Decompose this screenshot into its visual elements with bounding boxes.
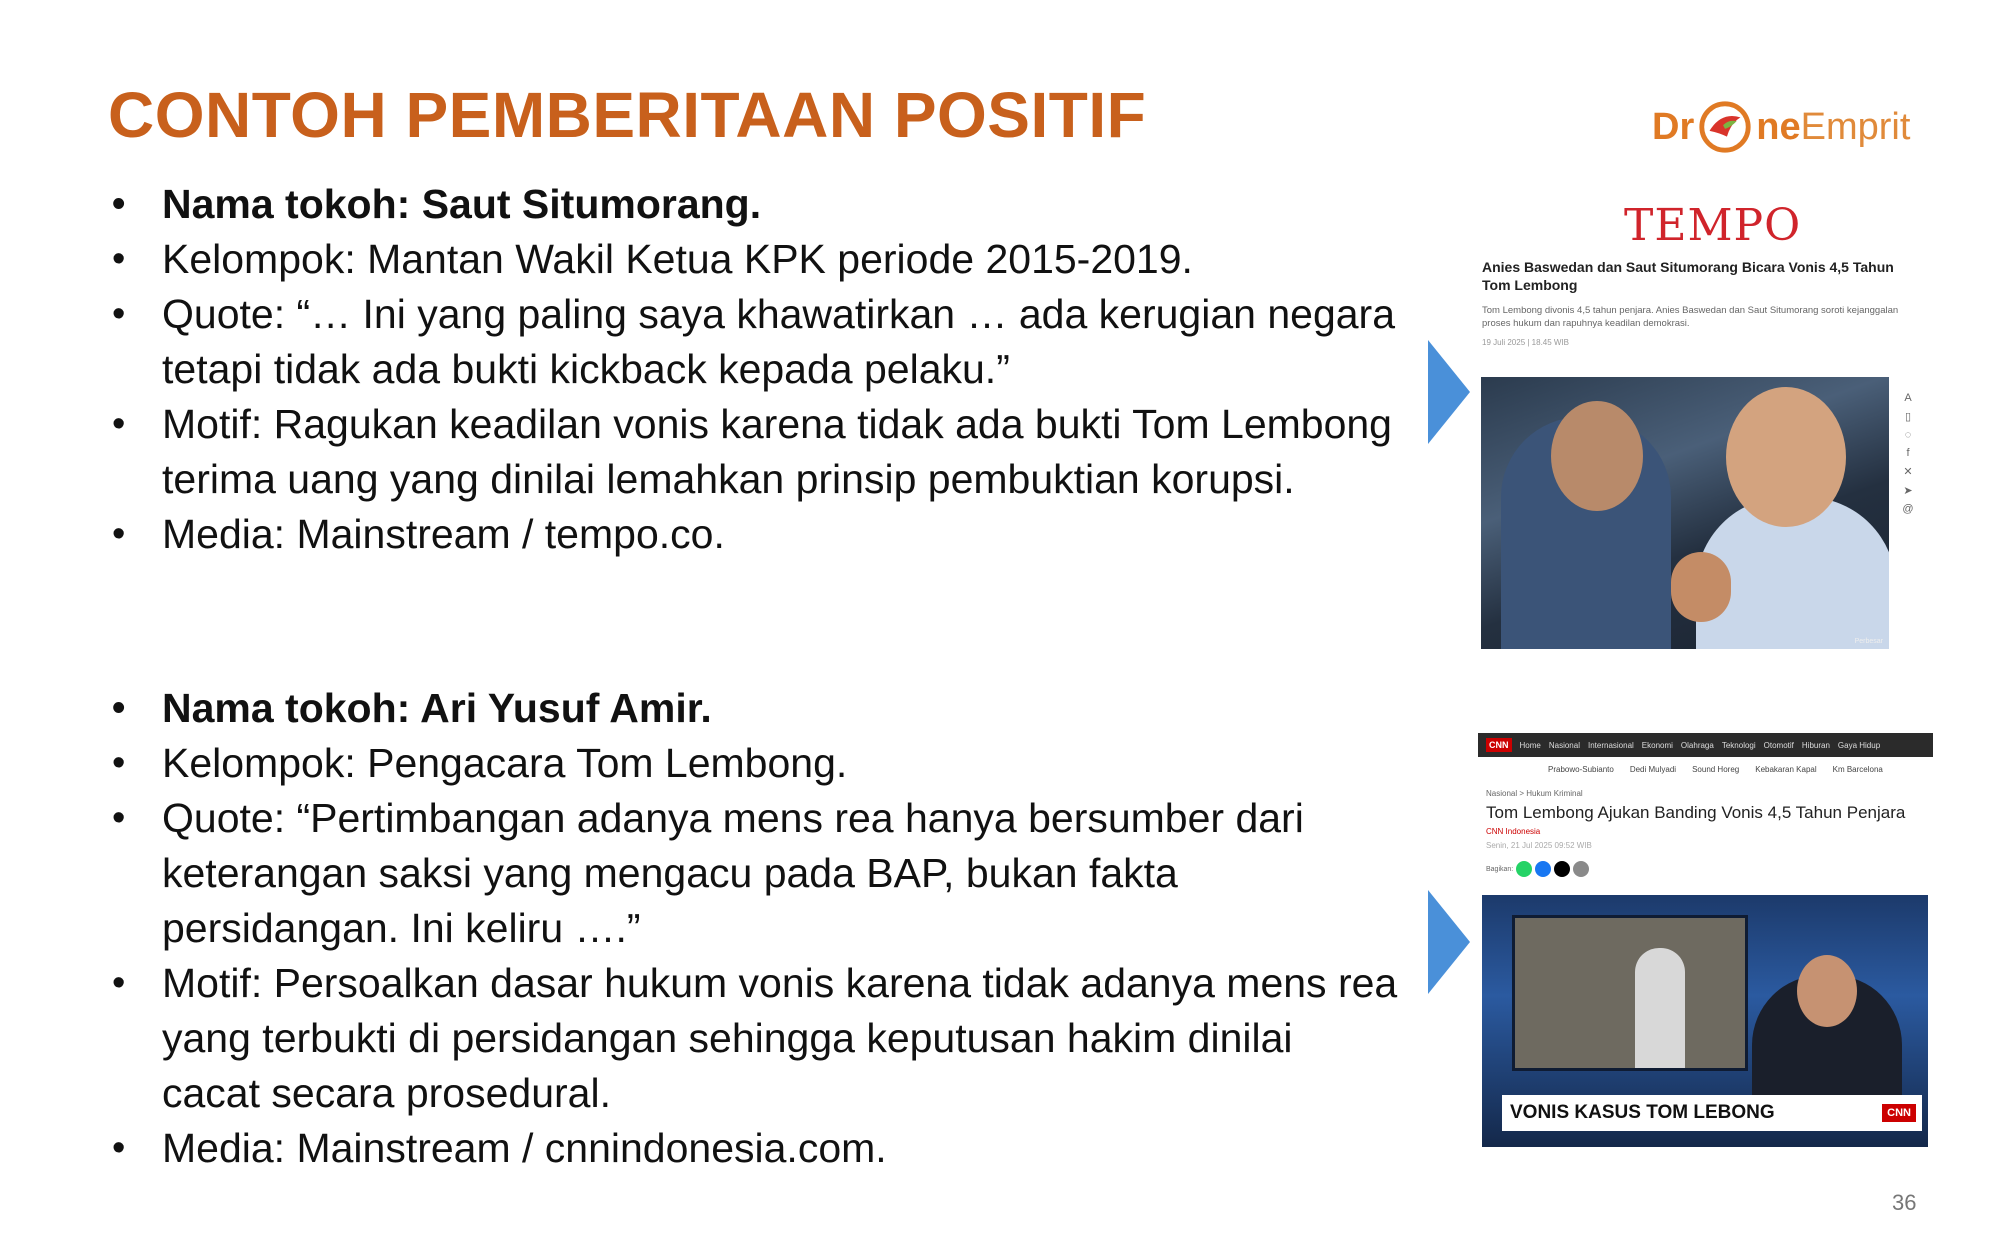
- logo-text-emprit: Emprit: [1800, 105, 1911, 148]
- page-title: CONTOH PEMBERITAAN POSITIF: [108, 79, 1147, 151]
- cnn-lower-logo: CNN: [1882, 1104, 1916, 1122]
- bullet-list-saut: [108, 177, 1398, 562]
- studio-screen: [1512, 915, 1748, 1071]
- nav-item: Ekonomi: [1641, 740, 1673, 750]
- share-sidebar: [1899, 392, 1917, 515]
- bullet-item: • Motif: Ragukan keadilan vonis karena tidak ada bukti Tom Lembong terima uang yang dinilai lemahkan prinsip pembuktian korupsi.: [108, 397, 1398, 507]
- whatsapp-icon: [1516, 861, 1532, 877]
- tempo-date: 19 Juli 2025 | 18.45 WIB: [1482, 338, 1570, 347]
- whatsapp-icon: ◌: [1904, 429, 1912, 441]
- tag: Dedi Mulyadi: [1629, 765, 1677, 774]
- drone-bird-icon: [1696, 98, 1754, 156]
- arrow-right-icon: [1428, 340, 1470, 444]
- bullet-item: • Quote: “Pertimbangan adanya mens rea hanya bersumber dari keterangan saksi yang mengacu pada BAP, bukan fakta persidangan. Ini keliru ….”: [108, 791, 1398, 956]
- bullet-item: • Nama tokoh: Saut Situmorang.: [108, 177, 1398, 232]
- bullet-item: • Kelompok: Mantan Wakil Ketua KPK periode 2015-2019.: [108, 232, 1398, 287]
- nav-item: Otomotif: [1763, 740, 1794, 750]
- x-icon: [1554, 861, 1570, 877]
- breadcrumb: Nasional > Hukum Kriminal: [1486, 789, 1583, 798]
- facebook-icon: f: [1906, 447, 1910, 459]
- tempo-article-screenshot: [1478, 192, 1938, 652]
- link-icon: [1573, 861, 1589, 877]
- bullet-item: • Kelompok: Pengacara Tom Lembong.: [108, 736, 1398, 791]
- cnn-headline: Tom Lembong Ajukan Banding Vonis 4,5 Tahun Penjara: [1486, 803, 1906, 822]
- tempo-photo: [1481, 377, 1889, 649]
- tag: Sound Horeg: [1692, 765, 1740, 774]
- bullet-item: • Motif: Persoalkan dasar hukum vonis karena tidak adanya mens rea yang terbukti di persidangan sehingga keputusan hakim dinilai cacat secara prosedural.: [108, 956, 1398, 1121]
- nav-item: Hiburan: [1801, 740, 1830, 750]
- cnn-trending-tags: [1548, 765, 1883, 774]
- facebook-icon: [1535, 861, 1551, 877]
- cnn-navbar: [1478, 733, 1933, 757]
- logo-text-dr: Dr: [1652, 105, 1695, 148]
- photo-caption: Perbesar: [1854, 638, 1883, 645]
- nav-item: Internasional: [1587, 740, 1634, 750]
- threads-icon: @: [1902, 503, 1914, 515]
- cnn-article-screenshot: [1478, 733, 1938, 1151]
- cnn-share-bar: [1486, 861, 1589, 877]
- logo-text-ne: ne: [1756, 105, 1801, 148]
- tempo-summary: Tom Lembong divonis 4,5 tahun penjara. Anies Baswedan dan Saut Situmorang soroti kejanggalan proses hukum dan rapuhnya keadilan demokrasi.: [1482, 305, 1899, 329]
- person-figure: [1635, 948, 1685, 1068]
- page-number: 36: [1892, 1190, 1917, 1215]
- nav-item: Gaya Hidup: [1837, 740, 1881, 750]
- person-left-head: [1551, 401, 1643, 511]
- cnn-source: CNN Indonesia: [1486, 827, 1541, 836]
- bullet-item: • Nama tokoh: Ari Yusuf Amir.: [108, 681, 1398, 736]
- tag: Kebakaran Kapal: [1755, 765, 1817, 774]
- tag: Prabowo-Subianto: [1548, 765, 1614, 774]
- tempo-headline: Anies Baswedan dan Saut Situmorang Bicara Vonis 4,5 Tahun Tom Lembong: [1482, 259, 1894, 293]
- drone-emprit-logo: [1652, 92, 1934, 162]
- arrow-right-icon: [1428, 890, 1470, 994]
- bookmark-icon: ▯: [1904, 411, 1912, 423]
- nav-item: Nasional: [1548, 740, 1580, 750]
- font-size-icon: A: [1904, 392, 1912, 404]
- bullet-item: • Quote: “… Ini yang paling saya khawatirkan … ada kerugian negara tetapi tidak ada bukti kickback kepada pelaku.”: [108, 287, 1398, 397]
- share-label: Bagikan:: [1486, 865, 1514, 873]
- cnn-photo: [1482, 895, 1928, 1147]
- tempo-logo: TEMPO: [1624, 200, 1802, 251]
- telegram-icon: ➤: [1903, 485, 1913, 497]
- nav-item: Home: [1519, 740, 1541, 750]
- x-icon: ✕: [1903, 466, 1913, 478]
- lower-third-text: VONIS KASUS TOM LEBONG: [1510, 1102, 1775, 1123]
- nav-item: Olahraga: [1680, 740, 1714, 750]
- news-anchor-head: [1797, 955, 1857, 1027]
- nav-item: Teknologi: [1721, 740, 1756, 750]
- lower-third: [1502, 1095, 1922, 1131]
- cnn-date: Senin, 21 Jul 2025 09:52 WIB: [1486, 841, 1592, 850]
- bullet-item: • Media: Mainstream / cnnindonesia.com.: [108, 1121, 1398, 1176]
- bullet-list-ari: [108, 681, 1398, 1176]
- hand: [1671, 552, 1731, 622]
- cnn-logo: CNN: [1486, 738, 1512, 752]
- tag: Km Barcelona: [1832, 765, 1883, 774]
- bullet-item: • Media: Mainstream / tempo.co.: [108, 507, 1398, 562]
- person-right-head: [1726, 387, 1846, 527]
